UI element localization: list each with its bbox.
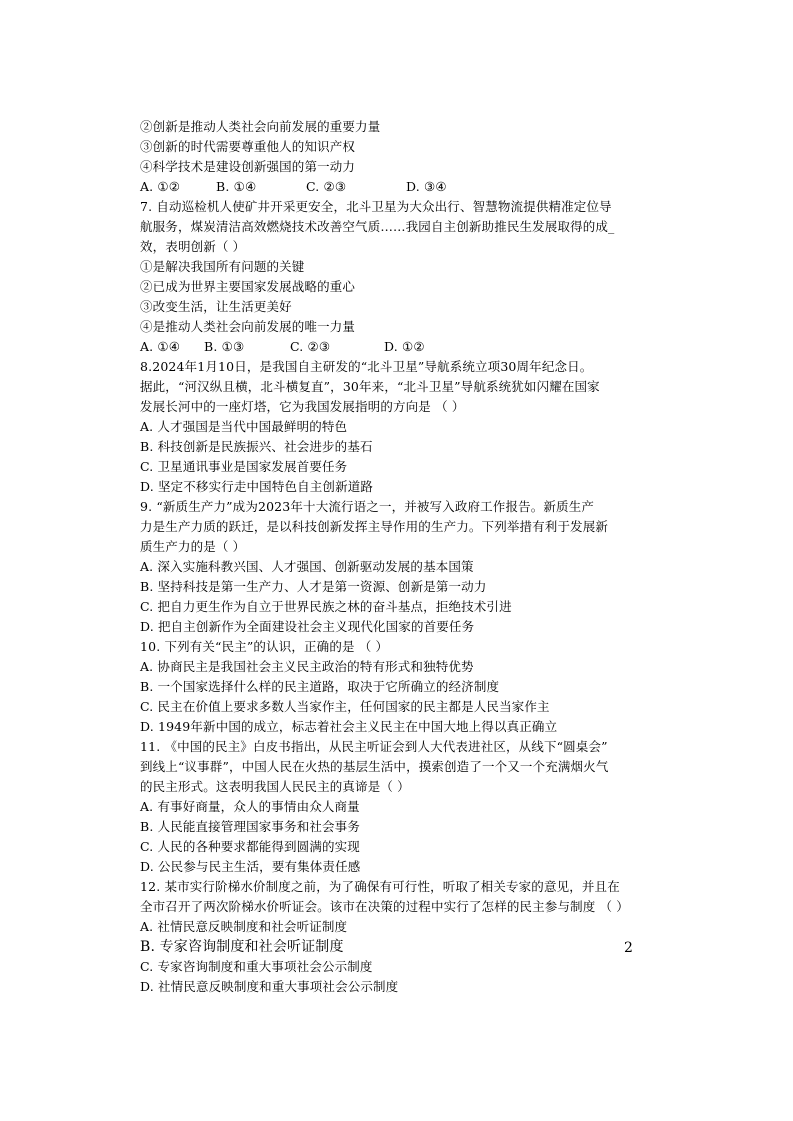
q7-option-c: C. ②③ (290, 339, 331, 354)
page-number: 2 (624, 940, 633, 956)
q7-stem-line-2: 航服务，煤炭清洁高效燃烧技术改善空气质……我园自主创新助推民生发展取得的成_ (140, 219, 615, 234)
q8-option-b: B. 科技创新是民族振兴、社会进步的基石 (140, 439, 373, 454)
q6-option-c: C. ②③ (306, 179, 347, 194)
q8-stem-line-2: 据此，“河汉纵且横，北斗横复直”，30年来，“北斗卫星”导航系统犹如闪耀在国家 (140, 379, 600, 394)
q6-option-d: D. ③④ (406, 179, 447, 194)
q11-stem-line-1: 11. 《中国的民主》白皮书指出，从民主听证会到人大代表进社区，从线下“圆桌会” (140, 739, 608, 754)
q12-stem-line-2: 全市召开了两次阶梯水价听证会。该市在决策的过程中实行了怎样的民主参与制度 （ ） (140, 899, 629, 914)
q12-option-b: B. 专家咨询制度和社会听证制度 (140, 939, 344, 955)
q7-item-1: ①是解决我国所有问题的关键 (140, 259, 305, 274)
q7-item-3: ③改变生活，让生活更美好 (140, 299, 292, 314)
q10-option-a: A. 协商民主是我国社会主义民主政治的特有形式和独特优势 (140, 659, 474, 674)
q7-stem-line-1: 7. 自动巡检机人使矿井开采更安全，北斗卫星为大众出行、智慧物流提供精准定位导 (140, 199, 612, 214)
q11-option-d: D. 公民参与民主生活，要有集体责任感 (140, 859, 361, 874)
q8-stem-line-1: 8.2024年1月10日，是我国自主研发的“北斗卫星”导航系统立项30周年纪念日。 (140, 359, 593, 374)
q6-option-b: B. ①④ (216, 179, 257, 194)
q12-option-c: C. 专家咨询制度和重大事项社会公示制度 (140, 959, 373, 974)
statement-2: ②创新是推动人类社会向前发展的重要力量 (140, 119, 381, 134)
q9-stem-line-1: 9. “新质生产力”成为2023年十大流行语之一，并被写入政府工作报告。新质生产 (140, 499, 594, 514)
q11-option-c: C. 人民的各种要求都能得到圆满的实现 (140, 839, 360, 854)
q9-option-d: D. 把自主创新作为全面建设社会主义现代化国家的首要任务 (140, 619, 475, 634)
q7-options (140, 337, 660, 357)
q6-options (140, 177, 660, 197)
q10-option-d: D. 1949年新中国的成立，标志着社会主义民主在中国大地上得以真正确立 (140, 719, 558, 734)
q7-item-2: ②已成为世界主要国家发展战略的重心 (140, 279, 356, 294)
q11-option-b: B. 人民能直接管理国家事务和社会事务 (140, 819, 360, 834)
q7-option-d: D. ①② (384, 339, 425, 354)
q7-stem-line-3: 效，表明创新（ ） (140, 239, 246, 254)
q8-stem-line-3: 发展长河中的一座灯塔，它为我国发展指明的方向是 （ ） (140, 399, 465, 414)
q11-option-a: A. 有事好商量，众人的事情由众人商量 (140, 799, 360, 814)
q8-option-a: A. 人才强国是当代中国最鲜明的特色 (140, 419, 348, 434)
q12-option-d: D. 社情民意反映制度和重大事项社会公示制度 (140, 979, 399, 994)
q7-option-a: A. ①④ (140, 339, 181, 354)
q10-stem: 10. 下列有关“民主”的认识，正确的是 （ ） (140, 639, 389, 654)
q8-option-d: D. 坚定不移实行走中国特色自主创新道路 (140, 479, 374, 494)
q9-stem-line-2: 力是生产力质的跃迁，是以科技创新发挥主导作用的生产力。下列举措有利于发展新 (140, 519, 609, 534)
q9-option-b: B. 坚持科技是第一生产力、人才是第一资源、创新是第一动力 (140, 579, 487, 594)
q7-item-4: ④是推动人类社会向前发展的唯一力量 (140, 319, 356, 334)
q10-option-c: C. 民主在价值上要求多数人当家作主，任何国家的民主都是人民当家作主 (140, 699, 550, 714)
q11-stem-line-2: 到线上“议事群”，中国人民在火热的基层生活中，摸索创造了一个又一个充满烟火气 (140, 759, 609, 774)
q9-option-c: C. 把自力更生作为自立于世界民族之林的奋斗基点，拒绝技术引进 (140, 599, 512, 614)
q9-option-a: A. 深入实施科教兴国、人才强国、创新驱动发展的基本国策 (140, 559, 474, 574)
q11-stem-line-3: 的民主形式。这表明我国人民民主的真谛是（ ） (140, 779, 410, 794)
q6-option-a: A. ①② (140, 179, 181, 194)
question-content (140, 117, 660, 997)
q10-option-b: B. 一个国家选择什么样的民主道路，取决于它所确立的经济制度 (140, 679, 500, 694)
statement-4: ④科学技术是建设创新强国的第一动力 (140, 159, 356, 174)
q12-stem-line-1: 12. 某市实行阶梯水价制度之前，为了确保有可行性，听取了相关专家的意见，并且在 (140, 879, 620, 894)
q9-stem-line-3: 质生产力的是（ ） (140, 539, 246, 554)
q7-option-b: B. ①③ (204, 339, 245, 354)
q8-option-c: C. 卫星通讯事业是国家发展首要任务 (140, 459, 348, 474)
q12-option-a: A. 社情民意反映制度和社会听证制度 (140, 919, 348, 934)
statement-3: ③创新的时代需要尊重他人的知识产权 (140, 139, 356, 154)
